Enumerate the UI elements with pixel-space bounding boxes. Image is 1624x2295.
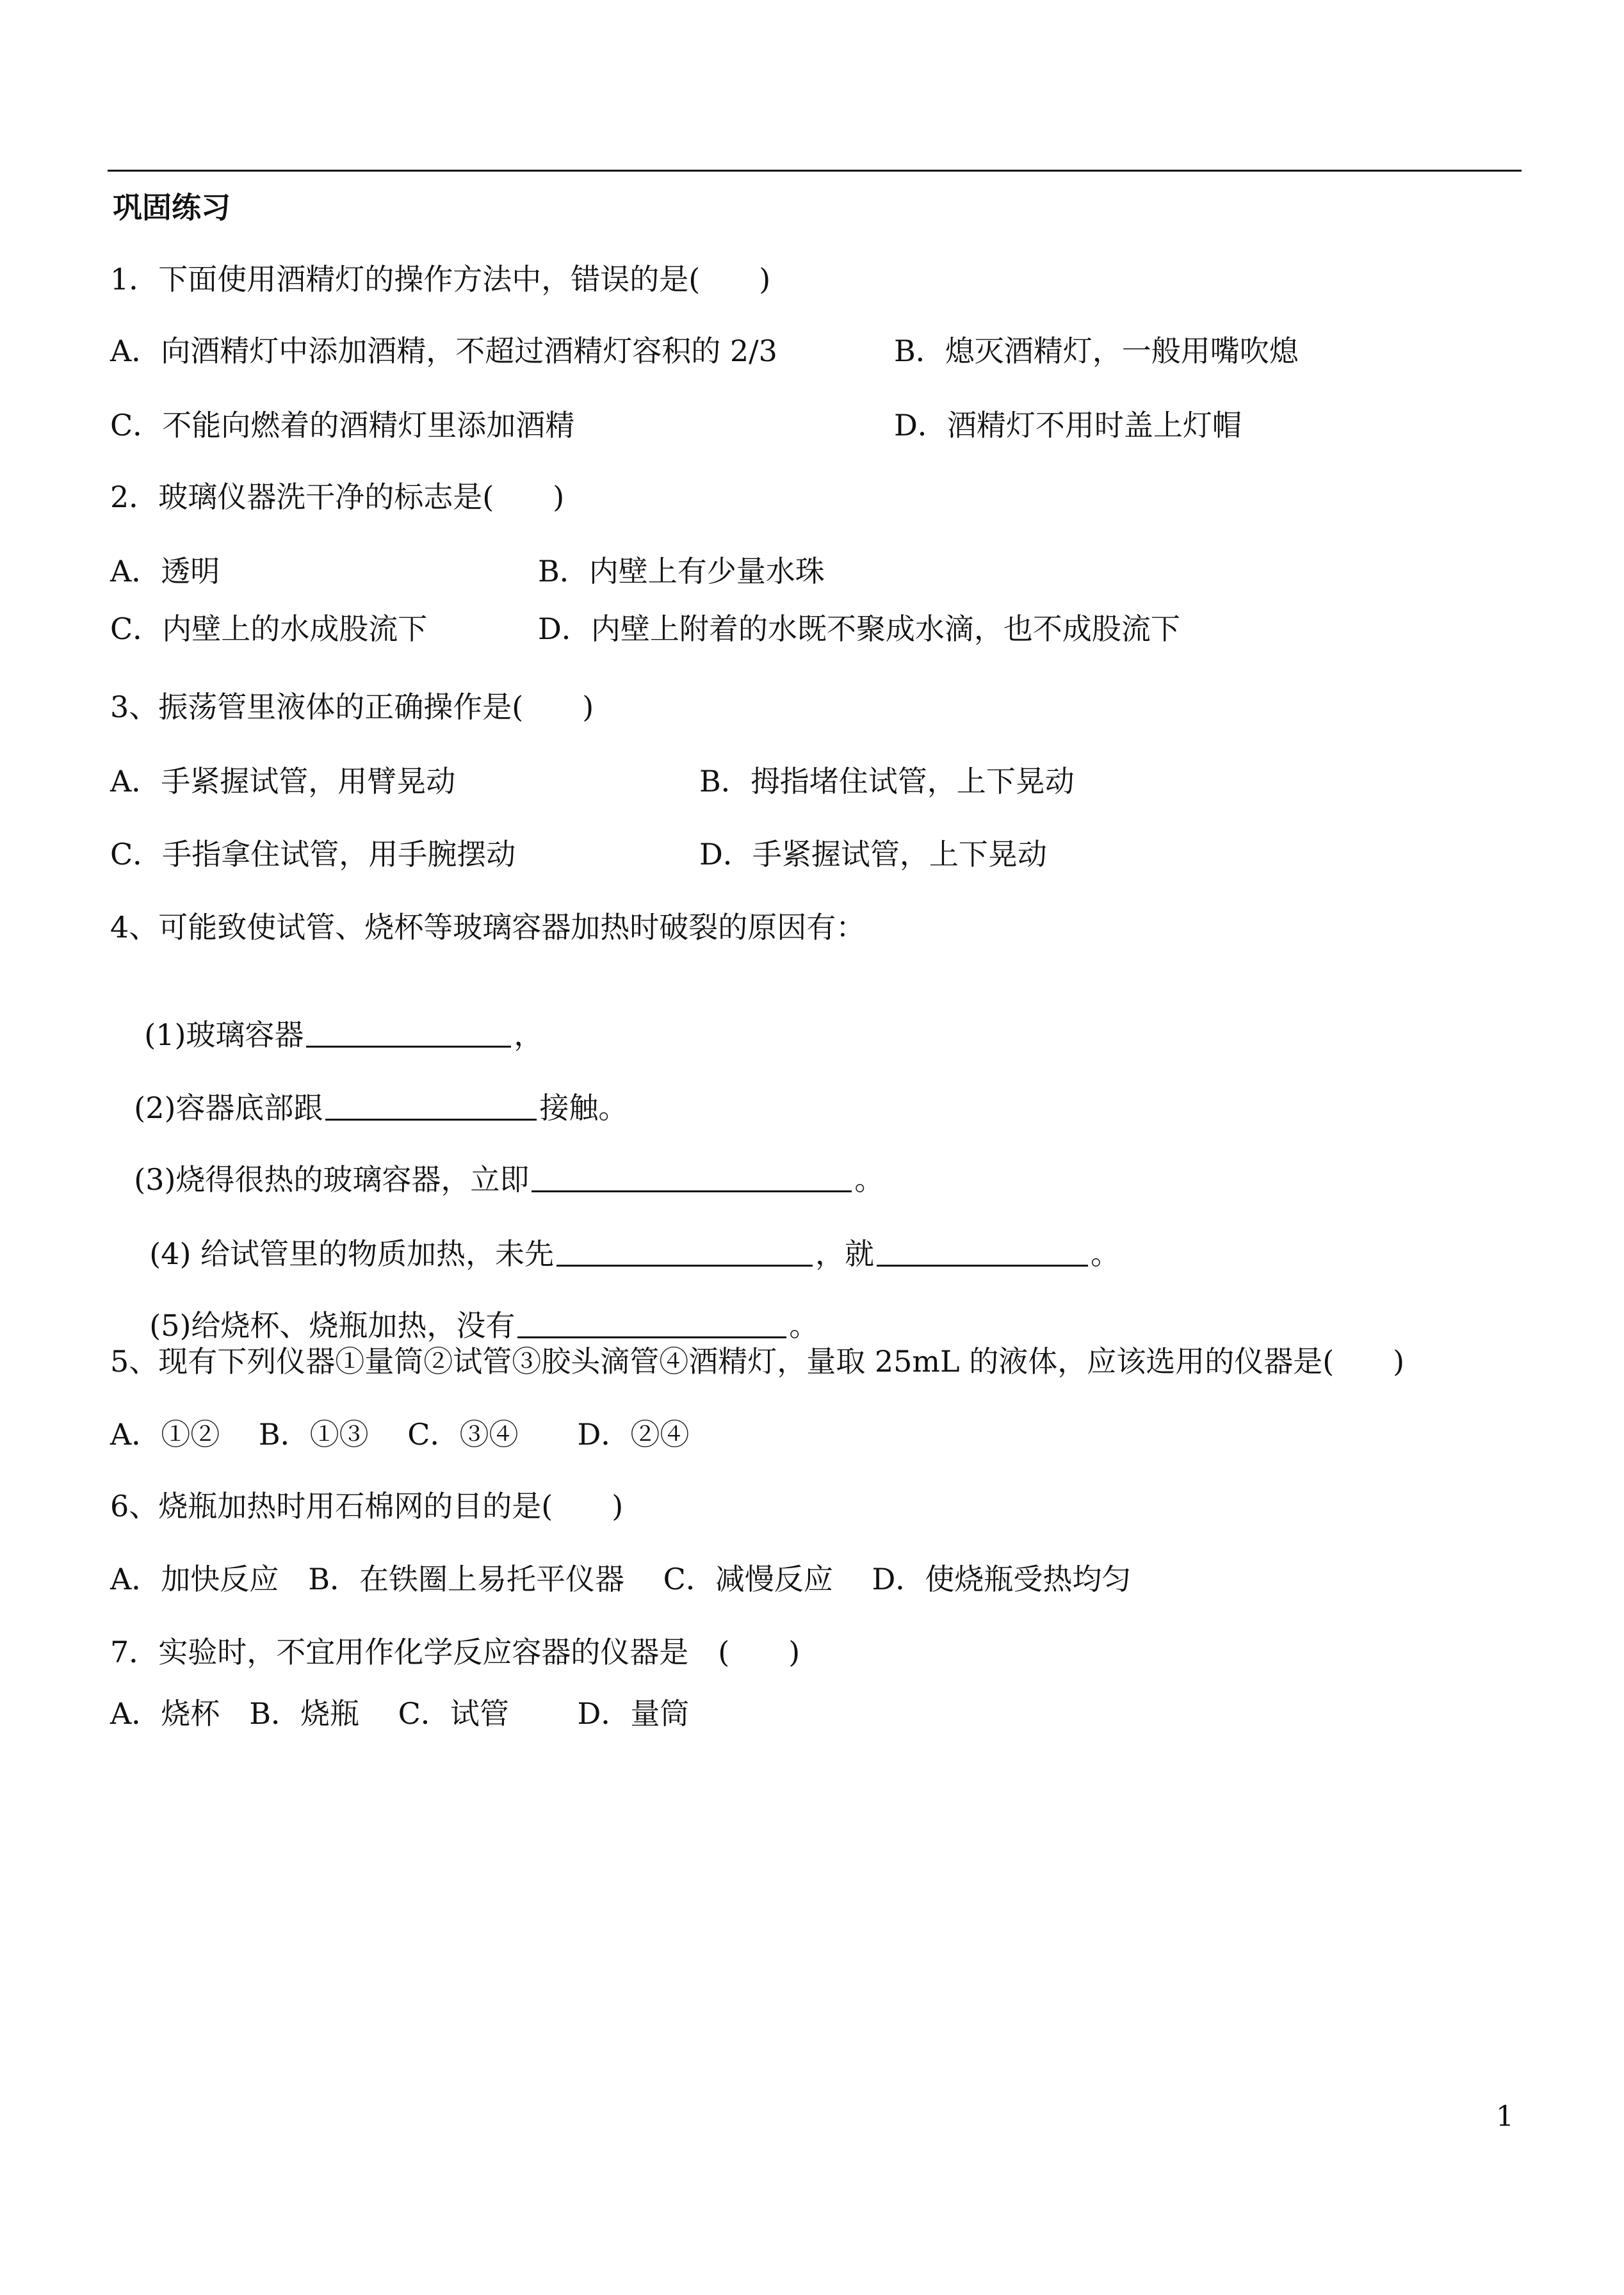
q2-option-d: D．内壁上附着的水既不聚成水滴，也不成股流下 <box>538 612 1180 646</box>
answer-blank[interactable] <box>306 1018 511 1048</box>
section-title: 巩固练习 <box>113 190 231 225</box>
q4-part-5-text: (5)给烧杯、烧瓶加热，没有 <box>149 1308 516 1343</box>
answer-blank[interactable] <box>532 1162 852 1192</box>
q3-option-c: C．手指拿住试管，用手腕摆动 <box>110 837 516 872</box>
q4-part-2-text: (2)容器底部跟 <box>134 1091 323 1125</box>
q3-option-b: B．拇指堵住试管，上下晃动 <box>699 764 1075 799</box>
answer-blank[interactable] <box>556 1237 813 1267</box>
q4-part-2-end: 接触。 <box>539 1091 628 1125</box>
q1-option-a: A．向酒精灯中添加酒精，不超过酒精灯容积的 2/3 <box>110 334 777 368</box>
q4-part-3-text: (3)烧得很热的玻璃容器，立即 <box>134 1162 530 1197</box>
q4-part-3-end: 。 <box>854 1162 884 1197</box>
q7-stem: 7．实验时，不宜用作化学反应容器的仪器是 ( ) <box>110 1635 800 1669</box>
q4-stem: 4、可能致使试管、烧杯等玻璃容器加热时破裂的原因有： <box>110 910 866 945</box>
page-number: 1 <box>1496 2100 1514 2133</box>
q2-stem: 2．玻璃仪器洗干净的标志是( ) <box>110 480 565 514</box>
q4-part-4-text: (4) 给试管里的物质加热，未先 <box>149 1237 555 1271</box>
answer-blank[interactable] <box>877 1237 1088 1267</box>
q2-option-c: C．内壁上的水成股流下 <box>110 612 428 646</box>
q2-option-a: A．透明 <box>110 554 220 588</box>
q1-option-d: D．酒精灯不用时盖上灯帽 <box>894 408 1242 442</box>
q6-stem: 6、烧瓶加热时用石棉网的目的是( ) <box>110 1489 624 1523</box>
q5-stem: 5、现有下列仪器①量筒②试管③胶头滴管④酒精灯，量取 25mL 的液体，应该选用的仪器是( ) <box>110 1344 1405 1379</box>
q4-part-1 <box>126 981 543 1053</box>
q1-stem: 1．下面使用酒精灯的操作方法中，错误的是( ) <box>110 262 771 296</box>
q4-part-5 <box>131 1272 818 1343</box>
q5-options: A．①② B．①③ C．③④ D．②④ <box>110 1417 690 1452</box>
q4-part-5-end: 。 <box>789 1308 819 1343</box>
q4-part-1-text: (1)玻璃容器 <box>144 1018 304 1052</box>
q3-stem: 3、振荡管里液体的正确操作是( ) <box>110 690 594 724</box>
q3-option-d: D．手紧握试管，上下晃动 <box>699 837 1047 872</box>
q6-options: A．加快反应 B．在铁圈上易托平仪器 C．减慢反应 D．使烧瓶受热均匀 <box>110 1562 1132 1596</box>
q2-option-b: B．内壁上有少量水珠 <box>538 554 825 588</box>
q4-part-4-end: 。 <box>1091 1237 1121 1271</box>
answer-blank[interactable] <box>517 1308 786 1338</box>
q4-part-4-mid: ，就 <box>815 1237 875 1271</box>
q7-options: A．烧杯 B．烧瓶 C．试管 D．量筒 <box>110 1696 690 1731</box>
q4-part-4 <box>131 1200 1120 1272</box>
q3-option-a: A．手紧握试管，用臂晃动 <box>110 764 456 799</box>
answer-blank[interactable] <box>325 1091 537 1121</box>
q1-option-c: C．不能向燃着的酒精灯里添加酒精 <box>110 408 575 442</box>
q4-part-3 <box>115 1126 884 1197</box>
q4-part-1-end: ， <box>514 1018 544 1052</box>
header-rule <box>108 170 1522 172</box>
q4-part-2 <box>115 1054 628 1126</box>
q1-option-b: B．熄灭酒精灯，一般用嘴吹熄 <box>894 334 1299 368</box>
